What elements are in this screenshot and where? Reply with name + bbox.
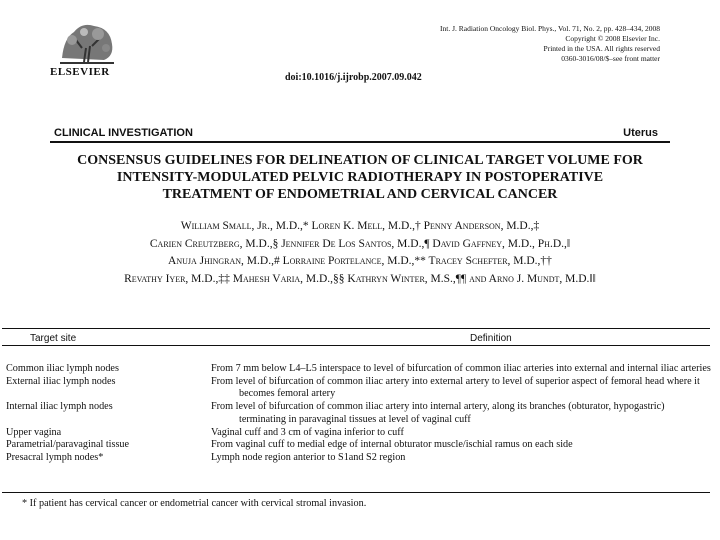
target-site-cell: Upper vagina [6,426,62,438]
title-line: CONSENSUS GUIDELINES FOR DELINEATION OF CLINICAL TARGET VOLUME FOR [77,153,643,168]
table-row [6,363,714,376]
journal-line: 0360-3016/08/$–see front matter [561,54,660,63]
target-site-cell: Internal iliac lymph nodes [6,401,113,413]
definition-cell: From 7 mm below L4–L5 interspace to level of bifurcation of common iliac arteries into external and internal iliac arteries [211,363,711,374]
table-top-rule [2,328,710,329]
author-line: Carien Creutzberg, M.D.,§ Jennifer De Los Santos, M.D.,¶ David Gaffney, M.D., Ph.D.,‖ [149,237,571,250]
journal-info [440,24,660,64]
article-title [50,152,670,203]
definition-cell: From vaginal cuff to medial edge of internal obturator muscle/ischial ramus on each side [211,439,573,451]
author-line: Anuja Jhingran, M.D.,# Lorraine Portelance, M.D.,** Tracey Schefter, M.D.,†† [168,255,552,267]
header-rule [50,141,670,143]
author-list [50,218,670,288]
target-site-cell: Presacral lymph nodes* [6,451,104,463]
journal-line: Int. J. Radiation Oncology Biol. Phys., Vol. 71, No. 2, pp. 428–434, 2008 [440,24,660,33]
table-row [6,427,714,440]
column-header-target-site: Target site [30,333,77,344]
table-row [6,376,714,401]
title-line: INTENSITY-MODULATED PELVIC RADIOTHERAPY IN POSTOPERATIVE [116,170,604,185]
target-site-cell: Common iliac lymph nodes [6,363,119,374]
definition-cell: From level of bifurcation of common iliac artery into internal artery, along its branches (obturator, hypogastric) terminating in paravaginal tissues at level of vaginal cuff [211,401,665,425]
column-header-definition: Definition [470,333,512,344]
journal-line: Copyright © 2008 Elsevier Inc. [565,34,660,43]
table-row [6,452,714,465]
table-row [6,439,714,452]
title-line: TREATMENT OF ENDOMETRIAL AND CERVICAL CANCER [162,187,558,202]
table-header-rule [2,345,710,346]
publisher-name: ELSEVIER [50,66,110,78]
table-bottom-rule [2,492,710,493]
author-line: William Small, Jr., M.D.,* Loren K. Mell, M.D.,† Penny Anderson, M.D.,‡ [180,220,540,232]
definition-cell: Lymph node region anterior to S1and S2 region [211,451,406,463]
table-body [6,363,714,465]
author-line: Revathy Iyer, M.D.,‡‡ Mahesh Varia, M.D.,§§ Kathryn Winter, M.S.,¶¶ and Arno J. Mundt, M.D.‖‖ [124,272,596,285]
target-site-cell: External iliac lymph nodes [6,375,116,387]
table-footnote: * If patient has cervical cancer or endometrial cancer with cervical stromal invasion. [22,498,367,509]
table-row [6,401,714,426]
section-label: CLINICAL INVESTIGATION [54,127,193,139]
definition-cell: Vaginal cuff and 3 cm of vagina inferior to cuff [211,426,404,438]
journal-line: Printed in the USA. All rights reserved [543,44,660,53]
target-site-cell: Parametrial/paravaginal tissue [6,439,130,451]
definition-cell: From level of bifurcation of common iliac artery into external artery to level of superior aspect of femoral head where it becomes femoral artery [211,375,700,400]
doi[interactable]: doi:10.1016/j.ijrobp.2007.09.042 [285,72,422,83]
topic-label: Uterus [623,127,658,139]
